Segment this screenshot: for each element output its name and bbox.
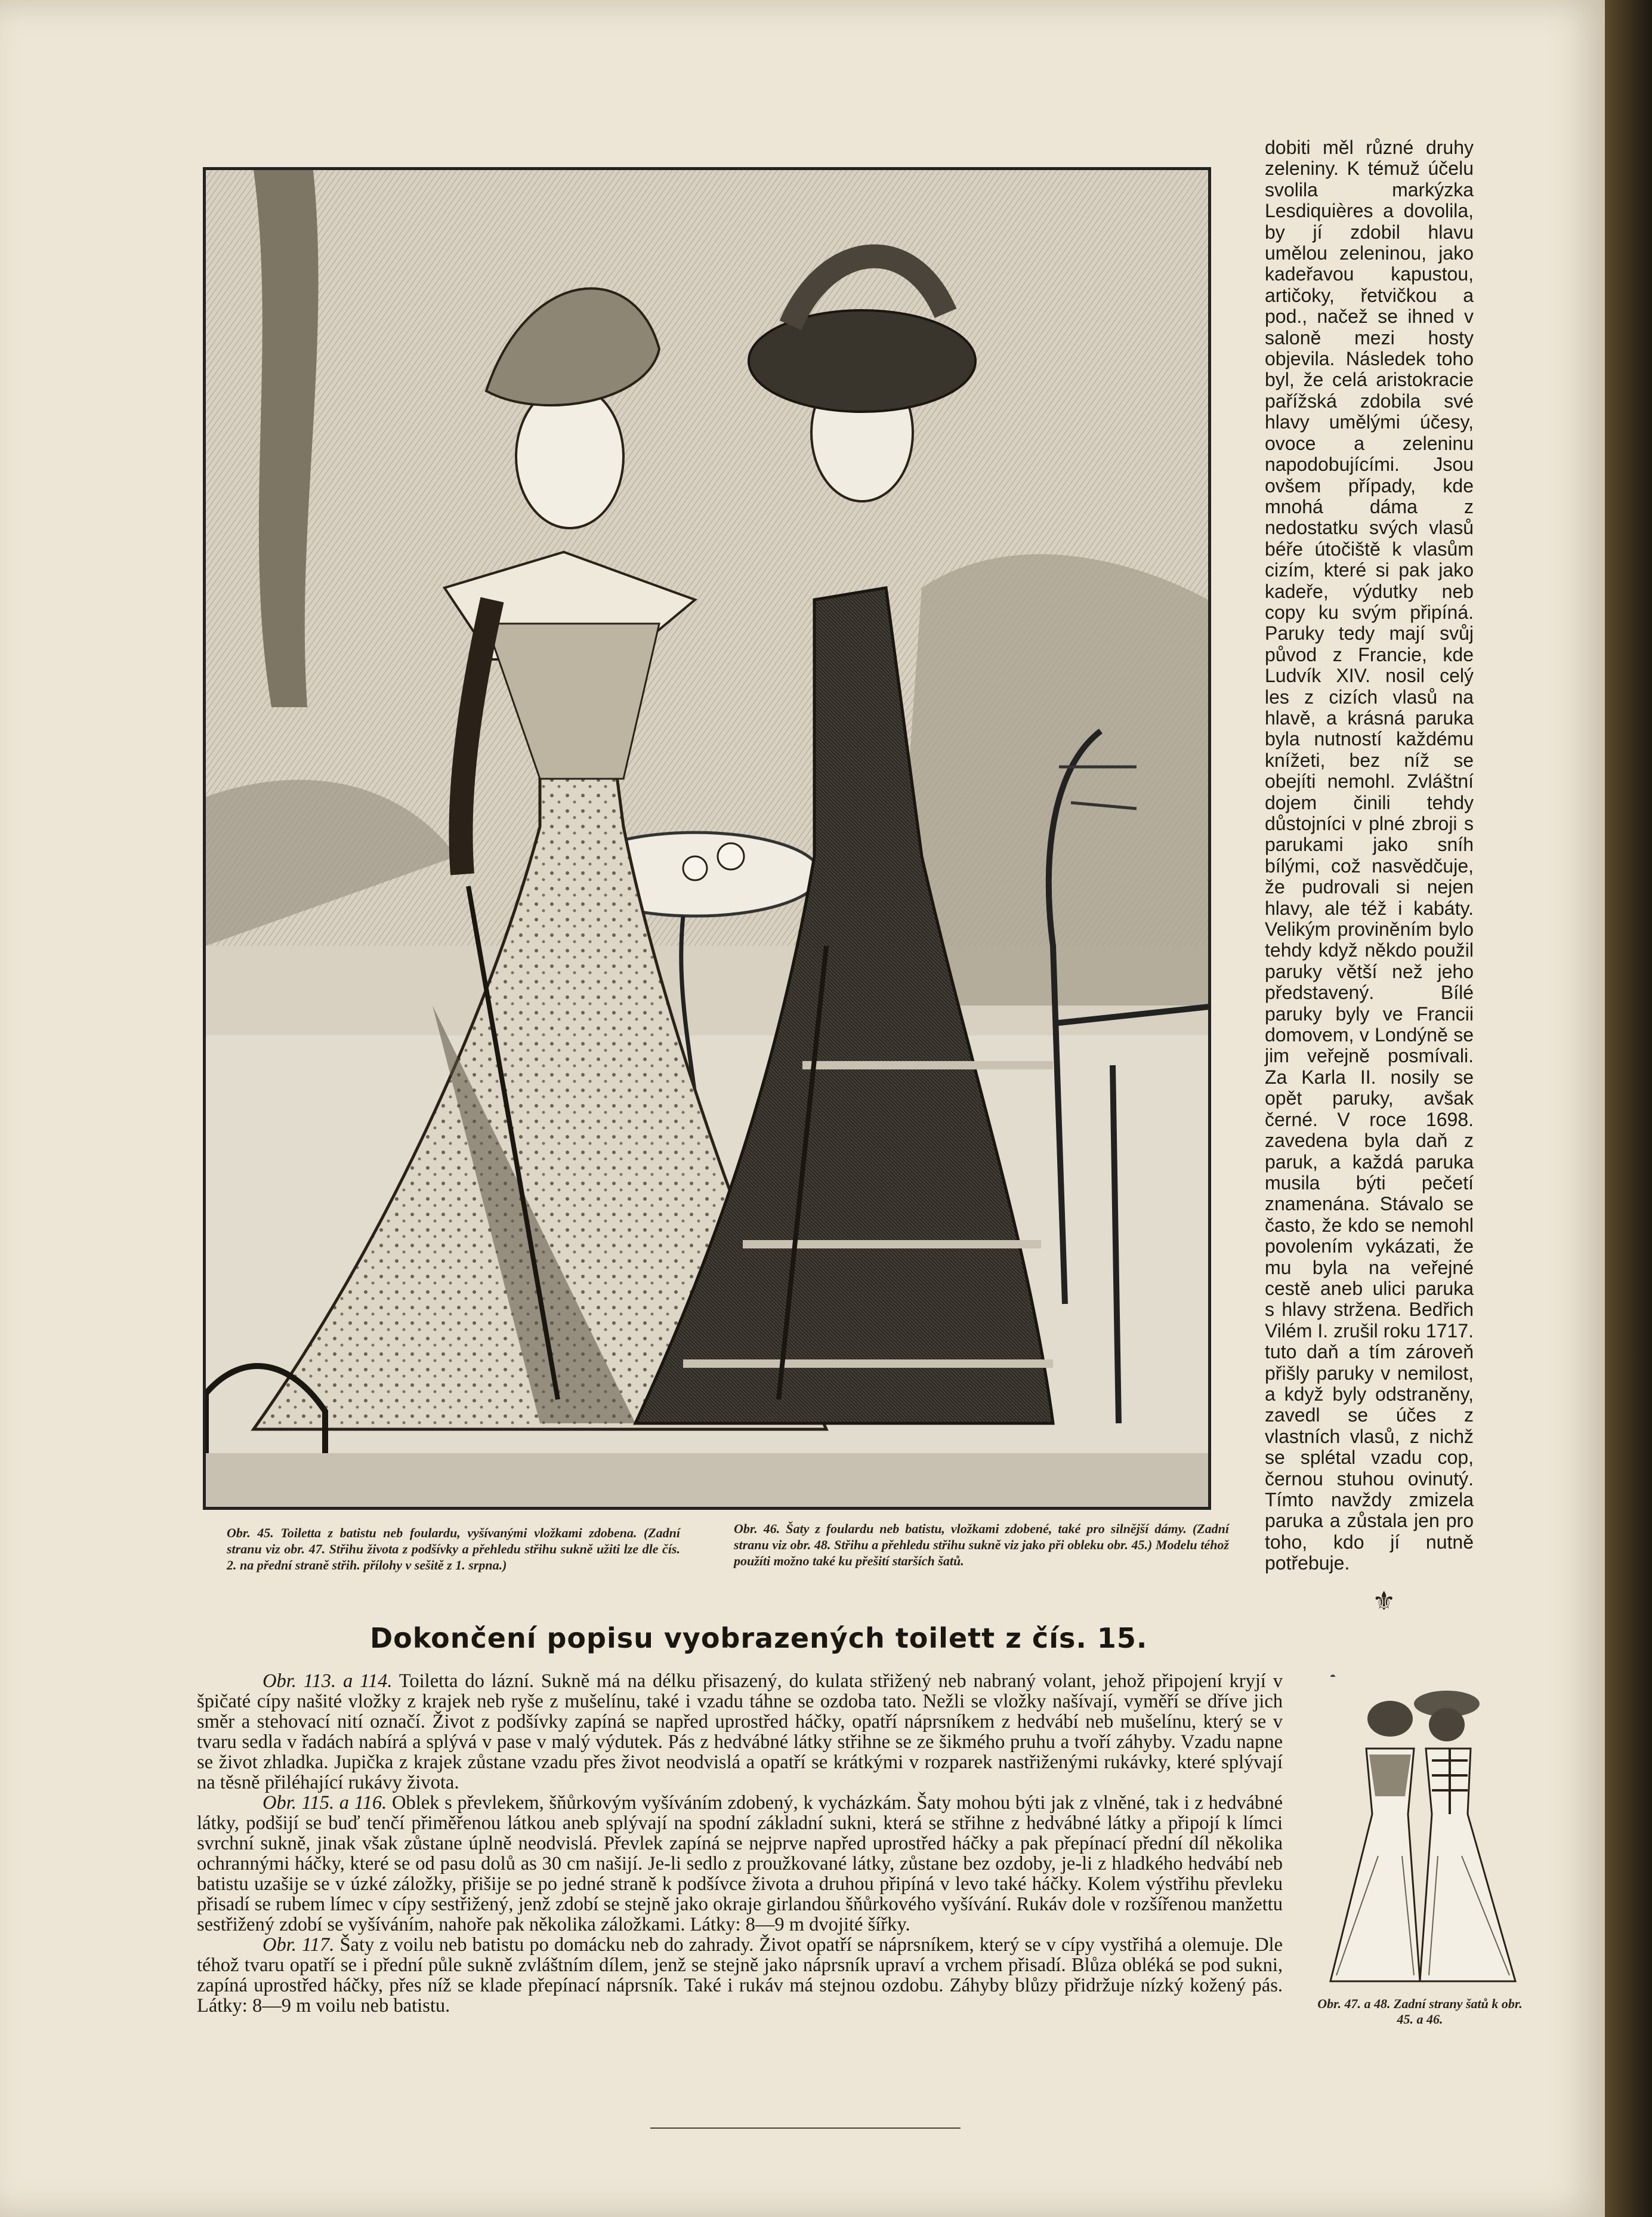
paragraph-figure-113-114 bbox=[197, 1671, 1283, 1793]
caption-figure-46: Obr. 46. Šaty z foulardu neb batistu, vložkami zdobené, také pro silnější dámy. (Zadní stranu viz obr. 48. Střihu a přehledu střihu sukně viz jako při obleku obr. 45.) Modelu téhož použíti možno také ku přešití starších šatů. bbox=[734, 1521, 1229, 1568]
figure-reference: Obr. 115. a 116. bbox=[263, 1792, 387, 1814]
fleur-de-lis-ornament-icon: ⚜ bbox=[1372, 1586, 1396, 1617]
figure-reference: Obr. 117. bbox=[263, 1934, 335, 1956]
side-column-article bbox=[1265, 137, 1474, 1574]
two-ladies-engraving bbox=[206, 170, 1208, 1507]
paragraph-text: Šaty z voilu neb batistu po domácku neb do zahrady. Život opatří se náprsníkem, který se v cípy vystřihá a olemuje. Dle téhož tvaru opatří se i přední půle sukně zvláštním dílem, jenž se stejně jako náprsník upraví a vrchem přisadí. Blůza obléká se pod sukni, zapíná uprostřed háčky, přes níž se klade přepínací náprsník. Také i rukáv má stejnou ozdobu. Záhyby blůzy přidržuje nízký kožený pás. Látky: 8—9 m voilu neb batistu. bbox=[197, 1934, 1283, 2016]
descriptions-article bbox=[197, 1671, 1283, 2016]
section-heading: Dokončení popisu vyobrazených toilett z čís. 15. bbox=[370, 1622, 1148, 1654]
figure-reference: Obr. 113. a 114. bbox=[263, 1670, 393, 1692]
caption-figure-47-48: Obr. 47. a 48. Zadní strany šatů k obr. 45. a 46. bbox=[1317, 1996, 1523, 2027]
caption-figure-45: Obr. 45. Toiletta z batistu neb foulardu, vyšívanými vložkami zdobena. (Zadní stranu viz obr. 47. Střihu života z podšívky a přehledu střihu sukně užiti lze dle čís. 2. na přední straně střih. přílohy v sešitě z 1. srpna.) bbox=[227, 1525, 680, 1572]
paragraph-text: Toiletta do lázní. Sukně má na délku přisazený, do kulata střižený neb nabraný volant, jehož připojení kryjí v špičaté cípy našité vložky z krajek neb ryše z mušelínu, také i vzadu táhne se ozdoba tato. Nežli se vložky našívají, vyměří se dříve jich směr a stehovací nití označí. Život z podšívky zapíná se napřed uprostřed háčky, opatří náprsníkem z hedvábí neb mušelínu, který se v tvaru sedla v řadách nabírá a splývá v pase v malý výdutek. Pás z hedvábné látky střihne se ze šikmého pruhu a tvoří záhyby. Vzadu napne se život zhladka. Jupička z krajek zůstane vzadu přes život neodvislá a opatří se krátkými v rozparek nastřiženými rukávky, které splývají na těsně přiléhající rukávy života. bbox=[197, 1670, 1283, 1793]
book-binding-edge bbox=[1605, 0, 1652, 2217]
back-view-dresses-drawing bbox=[1318, 1677, 1521, 1987]
fashion-plate-illustration bbox=[203, 167, 1211, 1510]
end-divider bbox=[650, 2127, 961, 2129]
paragraph-text: Oblek s převlekem, šňůrkovým vyšíváním zdobený, k vycházkám. Šaty mohou býti jak z vlněné, tak i z hedvábné látky, podšijí se buď tenčí přiměřenou látkou aneb splývají na spodní základní sukni, která se střihne z hedvábné látky a připojí k límci svrchní sukně, jinak však zůstane úplně neodvislá. Převlek zapíná se nejprve napřed uprostřed háčky a pak přepínací přední díl několika ochrannými háčky, které se od pasu dolů as 30 cm našijí. Je-li sedlo z proužkované látky, zůstane bez ozdoby, je-li z hladkého hedvábí neb batistu uzašije se v úzké záložky, přišije se po jedné straně k podšívce života a druhou připíná v levo také háčky. Kolem výstřihu převleku přisadí se rubem límec v cípy sestřižený, jenž zdobí se stejně jako okraje girlandou šňůrkového vyšívání. Rukáv dole v rozšířenou manžettu sestřižený zdobí se vyšíváním, nahoře pak několika záložkami. Látky: 8—9 m dvojité šířky. bbox=[197, 1792, 1283, 1935]
back-view-illustration bbox=[1318, 1677, 1521, 1987]
paragraph-figure-117 bbox=[197, 1935, 1283, 2016]
side-column-text: dobiti měl různé druhy zeleniny. K témuž účelu svolila markýzka Lesdiquières a dovolila, by jí zdobil hlavu umělou zeleninou, jako kadeřavou kapustou, artičoky, řetvičkou a pod., načež se ihned v saloně mezi hosty objevila. Následek toho byl, že celá aristokracie pařížská zdobila své hlavy umělými účesy, ovoce a zeleninu napodobujícími. Jsou ovšem případy, kde mnohá dáma z nedostatku svých vlasů béře útočiště k vlasům cizím, které si pak jako kadeře, výdutky neb copy ku svým připíná. Paruky tedy mají svůj původ z Francie, kde Ludvík XIV. nosil celý les z cizích vlasů na hlavě, a krásná paruka byla nutností každému knížeti, bez níž se obejíti nemohl. Zvláštní dojem činili tehdy důstojníci v plné zbroji s parukami jako sníh bílými, což nasvědčuje, že pudrovali si nejen hlavy, ale též i kabáty. Velikým proviněním bylo tehdy když někdo použil paruky větší než jeho představený. Bílé paruky byly ve Francii domovem, v Londýně se jim veřejně posmívali. Za Karla II. nosily se opět paruky, avšak černé. V roce 1698. zavedena byla daň z paruk, a každá paruka musila býti pečetí znamenána. Stávalo se často, že kdo se nemohl povolením vykázati, že mu byla na veřejné cestě aneb ulici paruka s hlavy stržena. Bedřich Vilém I. zrušil roku 1717. tuto daň a tím zároveň přišly paruky v nemilost, a když byly odstraněny, zavedl se účes z vlastních vlasů, z nichž se splétal vzadu cop, černou stuhou ovinutý. Tímto navždy zmizela paruka a zůstala jen pro toho, kdo jí nutně potřebuje. bbox=[1265, 137, 1474, 1574]
paragraph-figure-115-116 bbox=[197, 1793, 1283, 1935]
